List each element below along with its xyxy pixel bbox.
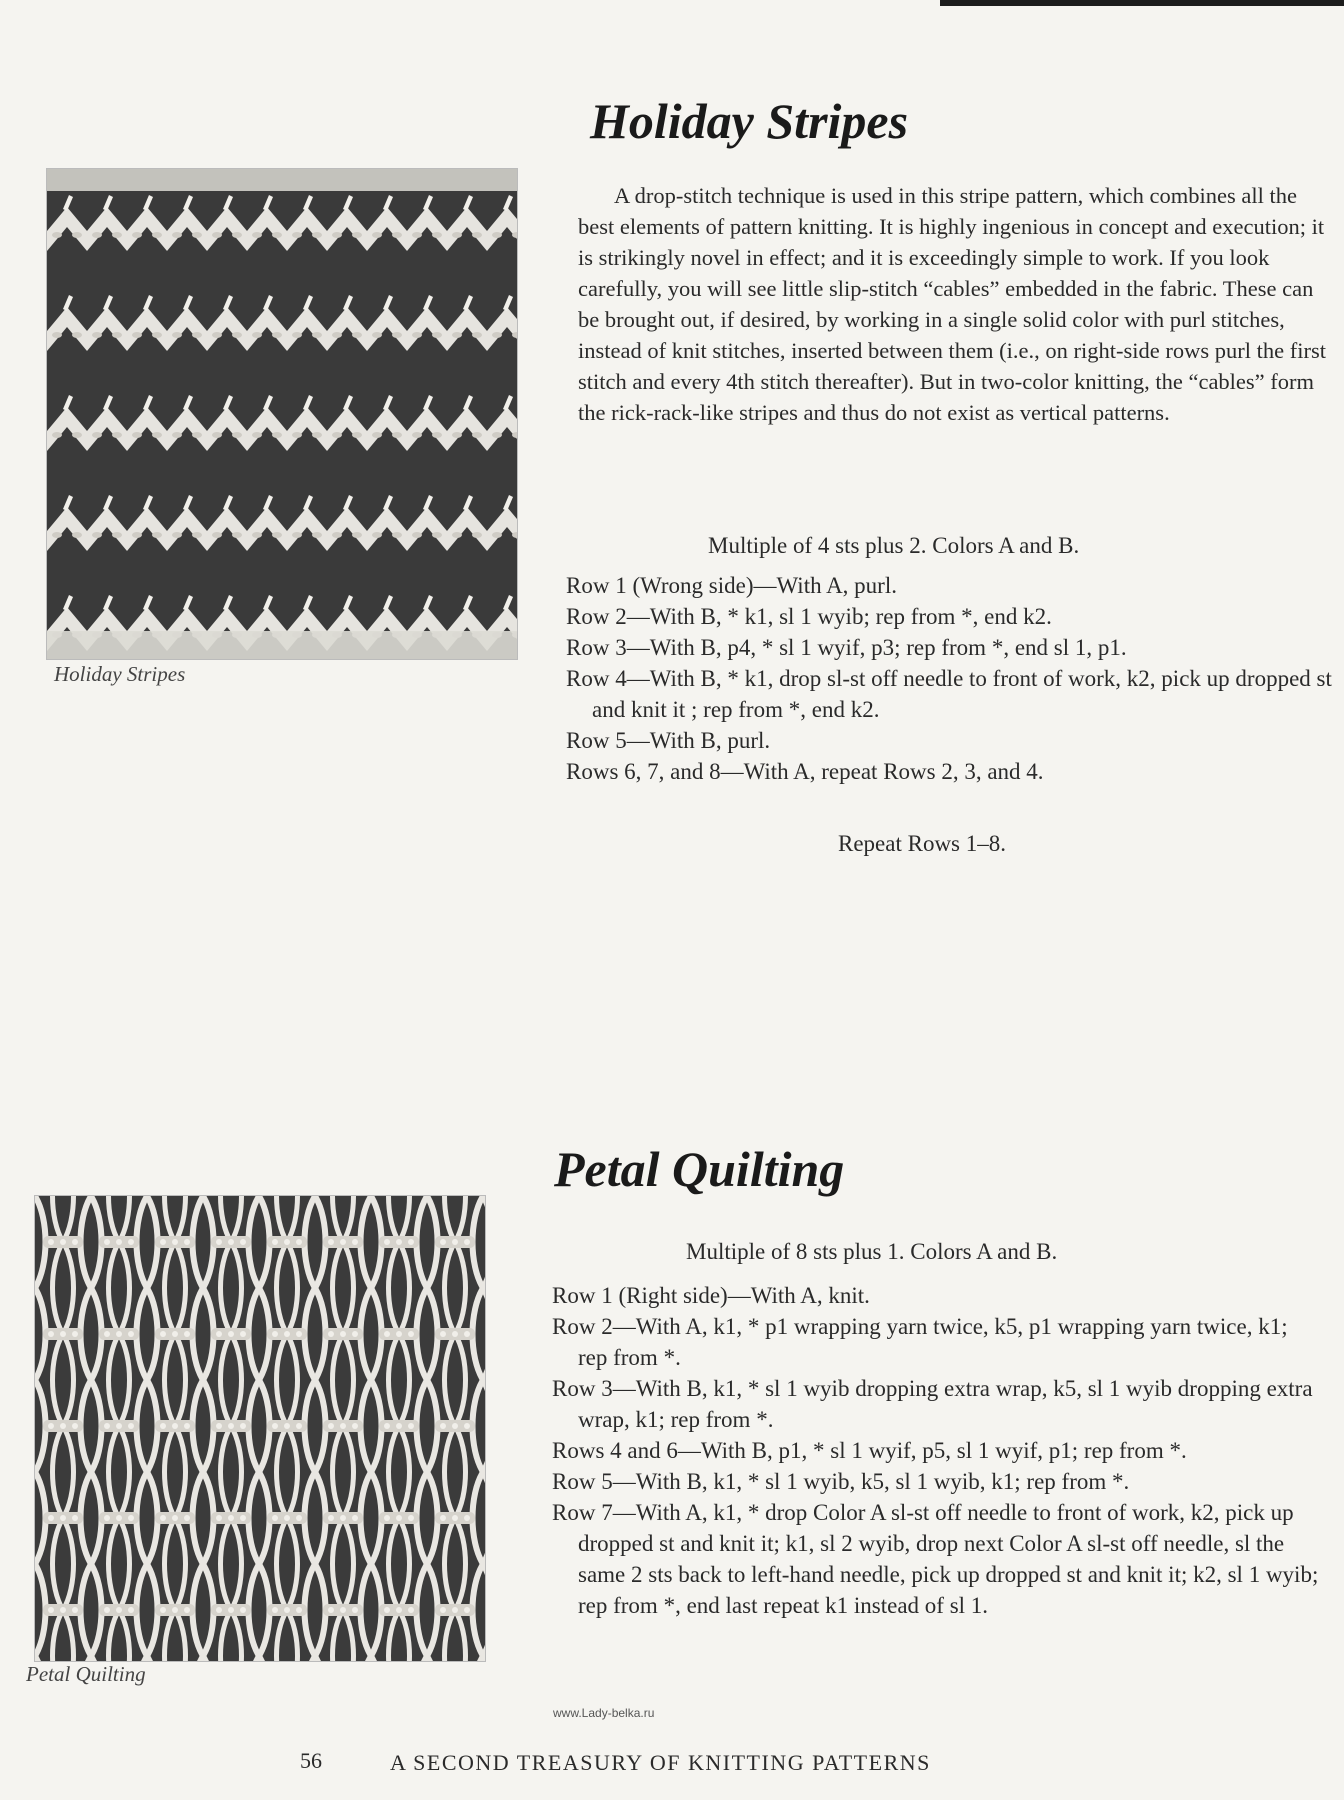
holiday-row-2: Row 2—With B, * k1, sl 1 wyib; rep from *, end k2.	[566, 604, 1052, 629]
holiday-stripes-swatch	[46, 168, 518, 660]
holiday-stripes-description	[578, 180, 1338, 428]
petal-row-1: Row 1 (Right side)—With A, knit.	[552, 1283, 870, 1308]
holiday-rows	[566, 570, 1336, 787]
holiday-row-6-8: Rows 6, 7, and 8—With A, repeat Rows 2, 3, and 4.	[566, 759, 1044, 784]
holiday-row-4: Row 4—With B, * k1, drop sl-st off needle to front of work, k2, pick up dropped st and knit it ; rep from *, end k2.	[566, 666, 1332, 722]
petal-row-3: Row 3—With B, k1, * sl 1 wyib dropping extra wrap, k5, sl 1 wyib dropping extra wrap, k1; rep from *.	[552, 1376, 1313, 1432]
holiday-multiple: Multiple of 4 sts plus 2. Colors A and B.	[708, 533, 1080, 558]
description-text: A drop-stitch technique is used in this stripe pattern, which combines all the best elements of pattern knitting. It is highly ingenious in concept and execution; it is strikingly novel in effect; and it is exceedingly simple to work. If you look carefully, you will see little slip-stitch “cables” embedded in the fabric. These can be brought out, if desired, by working in a single solid color with purl stitches, instead of knit stitches, inserted between them (i.e., on right-side rows purl the first stitch and every 4th stitch thereafter). But in two-color knitting, the “cables” form the rick-rack-like stripes and thus do not exist as vertical patterns.	[578, 183, 1326, 425]
petal-row-5: Row 5—With B, k1, * sl 1 wyib, k5, sl 1 wyib, k1; rep from *.	[552, 1469, 1130, 1494]
holiday-row-5: Row 5—With B, purl.	[566, 728, 771, 753]
book-title: A SECOND TREASURY OF KNITTING PATTERNS	[390, 1750, 931, 1775]
petal-row-7: Row 7—With A, k1, * drop Color A sl-st off needle to front of work, k2, pick up dropped st and knit it; k1, sl 2 wyib, drop next Color A sl-st off needle, sl the same 2 sts back to left-hand needle, pick up dropped st and knit it; k2, sl 1 wyib; rep from *, end last repeat k1 instead of sl 1.	[552, 1500, 1319, 1618]
holiday-stripes-swatch-art	[47, 169, 517, 659]
petal-rows	[552, 1280, 1322, 1621]
holiday-row-1: Row 1 (Wrong side)—With A, purl.	[566, 573, 897, 598]
watermark: www.Lady-belka.ru	[553, 1706, 655, 1720]
petal-quilting-caption: Petal Quilting	[26, 1662, 146, 1686]
petal-multiple: Multiple of 8 sts plus 1. Colors A and B.	[686, 1239, 1058, 1264]
top-rule	[940, 0, 1344, 6]
holiday-stripes-title: Holiday Stripes	[590, 93, 909, 149]
petal-row-2: Row 2—With A, k1, * p1 wrapping yarn twice, k5, p1 wrapping yarn twice, k1; rep from *.	[552, 1314, 1288, 1370]
page-number: 56	[300, 1748, 322, 1773]
holiday-repeat: Repeat Rows 1–8.	[838, 831, 1007, 856]
holiday-row-3: Row 3—With B, p4, * sl 1 wyif, p3; rep from *, end sl 1, p1.	[566, 635, 1127, 660]
petal-quilting-title: Petal Quilting	[554, 1141, 845, 1197]
petal-row-4-6: Rows 4 and 6—With B, p1, * sl 1 wyif, p5, sl 1 wyif, p1; rep from *.	[552, 1438, 1187, 1463]
petal-quilting-swatch	[34, 1195, 486, 1662]
petal-quilting-swatch-art	[35, 1196, 485, 1661]
holiday-stripes-caption: Holiday Stripes	[54, 662, 186, 686]
